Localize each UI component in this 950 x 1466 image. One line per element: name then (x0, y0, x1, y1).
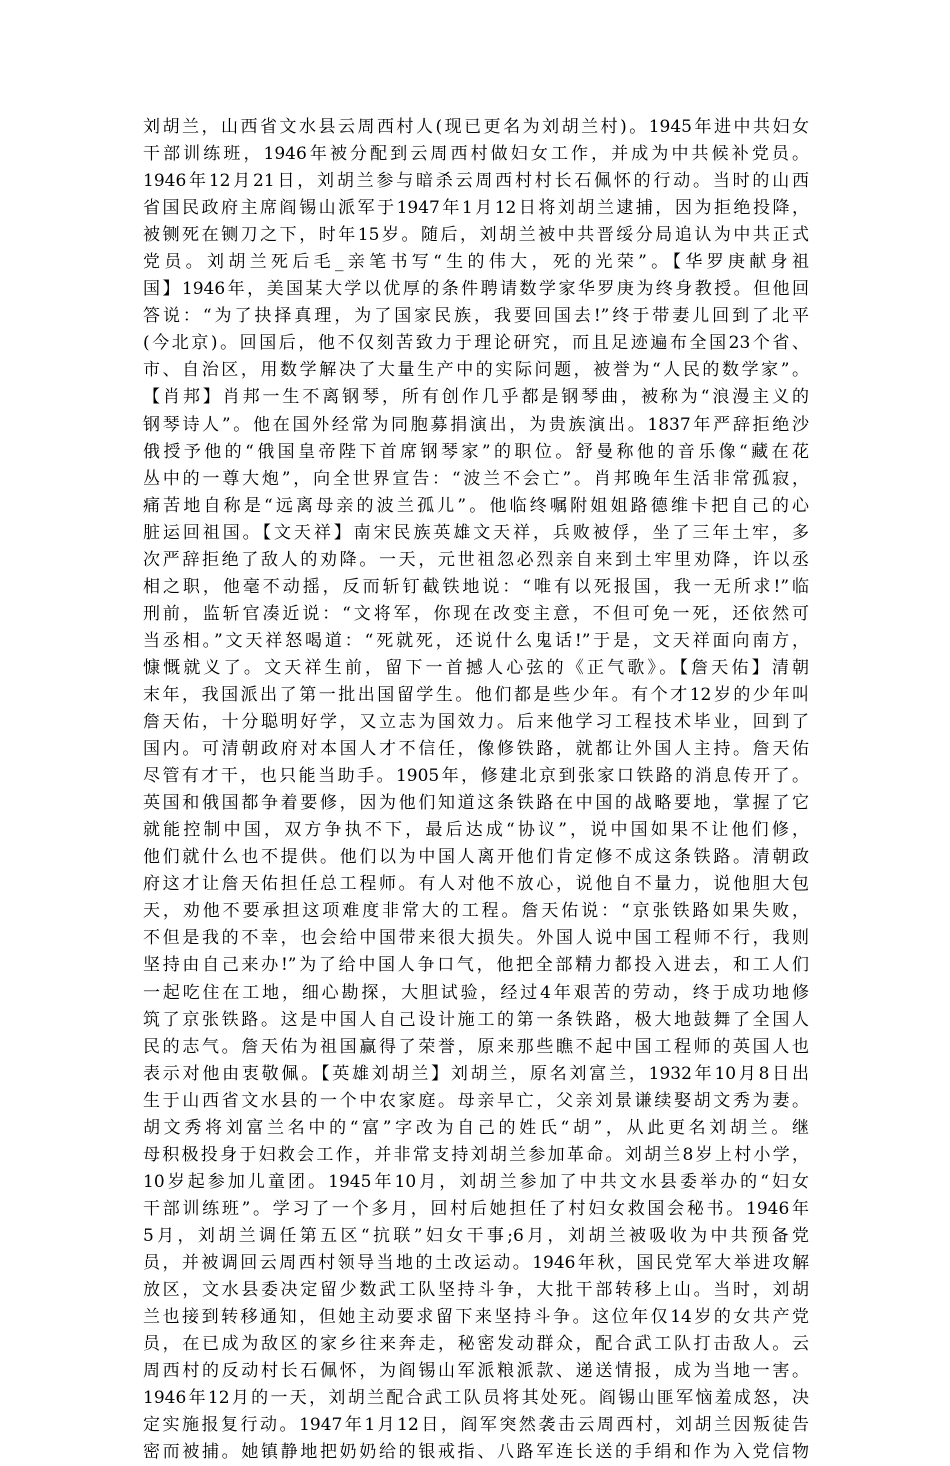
text-line: 密而被捕。她镇静地把奶奶给的银戒指、八路军连长送的手绢和作为入党信物 (143, 1442, 809, 1463)
text-line: 母积极投身于妇救会工作，并非常支持刘胡兰参加革命。刘胡兰8岁上村小学， (143, 1144, 809, 1165)
text-line: 民的志气。詹天佑为祖国赢得了荣誉，原来那些瞧不起中国工程师的英国人也 (143, 1036, 809, 1057)
text-line: 痛苦地自称是“远离母亲的波兰孤儿”。他临终嘱附姐姐路德维卡把自己的心 (143, 495, 809, 516)
text-line: 干部训练班，1946年被分配到云周西村做妇女工作，并成为中共候补党员。 (143, 144, 809, 165)
text-line: 筑了京张铁路。这是中国人自己设计施工的第一条铁路，极大地鼓舞了全国人 (143, 1009, 809, 1030)
text-line: 不但是我的不幸，也会给中国带来很大损失。外国人说中国工程师不行，我则 (143, 928, 809, 949)
text-line: 生于山西省文水县的一个中农家庭。母亲早亡，父亲刘景谦续娶胡文秀为妻。 (143, 1090, 809, 1111)
text-line: 末年，我国派出了第一批出国留学生。他们都是些少年。有个才12岁的少年叫 (143, 684, 809, 705)
text-line: 表示对他由衷敬佩。【英雄刘胡兰】刘胡兰，原名刘富兰，1932年10月8日出 (143, 1063, 809, 1084)
text-line: 俄授予他的“俄国皇帝陛下首席钢琴家”的职位。舒曼称他的音乐像“藏在花 (143, 441, 809, 462)
text-line: 当丞相。”文天祥怒喝道：“死就死，还说什么鬼话!”于是，文天祥面向南方， (143, 630, 809, 651)
text-line: 慷慨就义了。文天祥生前，留下一首撼人心弦的《正气歌》。【詹天佑】清朝 (143, 657, 809, 678)
text-line: 省国民政府主席阎锡山派军于1947年1月12日将刘胡兰逮捕，因为拒绝投降， (143, 198, 809, 219)
text-line: 放区，文水县委决定留少数武工队坚持斗争，大批干部转移上山。当时，刘胡 (143, 1280, 809, 1301)
text-line: 1946年12月的一天，刘胡兰配合武工队员将其处死。阎锡山匪军恼羞成怒，决 (143, 1388, 809, 1409)
text-line: 员，并被调回云周西村领导当地的土改运动。1946年秋，国民党军大举进攻解 (143, 1252, 809, 1273)
text-line: 党员。刘胡兰死后毛_亲笔书写“生的伟大，死的光荣”。【华罗庚献身祖 (143, 252, 809, 273)
text-line: 被铡死在铡刀之下，时年15岁。随后，刘胡兰被中共晋绥分局追认为中共正式 (143, 225, 809, 246)
text-line: (今北京)。回国后，他不仅刻苦致力于理论研究，而且足迹遍布全国23个省、 (143, 333, 809, 354)
text-line: 詹天佑，十分聪明好学，又立志为国效力。后来他学习工程技术毕业，回到了 (143, 712, 809, 733)
text-line: 他们就什么也不提供。他们以为中国人离开他们肯定修不成这条铁路。清朝政 (143, 847, 809, 868)
document-body (143, 114, 809, 1466)
text-line: 周西村的反动村长石佩怀，为阎锡山军派粮派款、递送情报，成为当地一害。 (143, 1361, 809, 1382)
text-line: 员，在已成为敌区的家乡往来奔走，秘密发动群众，配合武工队打击敌人。云 (143, 1334, 809, 1355)
text-line: 5月，刘胡兰调任第五区“抗联”妇女干事;6月，刘胡兰被吸收为中共预备党 (143, 1225, 809, 1246)
text-line: 答说：“为了抉择真理，为了国家民族，我要回国去!”终于带妻儿回到了北平 (143, 306, 809, 327)
text-line: 坚持由自己来办!”为了给中国人争口气，他把全部精力都投入进去，和工人们 (143, 955, 809, 976)
text-line: 10岁起参加儿童团。1945年10月，刘胡兰参加了中共文水县委举办的“妇女 (143, 1171, 809, 1192)
text-line: 脏运回祖国。【文天祥】南宋民族英雄文天祥，兵败被俘，坐了三年土牢，多 (143, 522, 809, 543)
text-line: 府这才让詹天佑担任总工程师。有人对他不放心，说他自不量力，说他胆大包 (143, 874, 809, 895)
text-line: 干部训练班”。学习了一个多月，回村后她担任了村妇女救国会秘书。1946年 (143, 1198, 809, 1219)
text-line: 刑前，监斩官凑近说：“文将军，你现在改变主意，不但可免一死，还依然可 (143, 603, 809, 624)
text-line: 定实施报复行动。1947年1月12日，阎军突然袭击云周西村，刘胡兰因叛徒告 (143, 1415, 809, 1436)
text-line: 1946年12月21日，刘胡兰参与暗杀云周西村村长石佩怀的行动。当时的山西 (143, 171, 809, 192)
text-line: 【肖邦】肖邦一生不离钢琴，所有创作几乎都是钢琴曲，被称为“浪漫主义的 (143, 387, 809, 408)
text-line: 国】1946年，美国某大学以优厚的条件聘请数学家华罗庚为终身教授。但他回 (143, 279, 809, 300)
text-line: 英国和俄国都争着要修，因为他们知道这条铁路在中国的战略要地，掌握了它 (143, 793, 809, 814)
text-line: 就能控制中国，双方争执不下，最后达成“协议”，说中国如果不让他们修， (143, 820, 809, 841)
text-line: 尽管有才干，也只能当助手。1905年，修建北京到张家口铁路的消息传开了。 (143, 766, 809, 787)
text-line: 国内。可清朝政府对本国人才不信任，像修铁路，就都让外国人主持。詹天佑 (143, 739, 809, 760)
text-line: 相之职，他毫不动摇，反而斩钉截铁地说：“唯有以死报国，我一无所求!”临 (143, 576, 809, 597)
text-line: 市、自治区，用数学解决了大量生产中的实际问题，被誉为“人民的数学家”。 (143, 360, 809, 381)
text-line: 钢琴诗人”。他在国外经常为同胞募捐演出，为贵族演出。1837年严辞拒绝沙 (143, 414, 809, 435)
text-line: 刘胡兰，山西省文水县云周西村人(现已更名为刘胡兰村)。1945年进中共妇女 (143, 117, 809, 137)
text-line: 丛中的一尊大炮”，向全世界宣告：“波兰不会亡”。肖邦晚年生活非常孤寂， (143, 468, 809, 489)
text-line: 胡文秀将刘富兰名中的“富”字改为自己的姓氏“胡”，从此更名刘胡兰。继 (143, 1117, 809, 1138)
text-line: 天，劝他不要承担这项难度非常大的工程。詹天佑说：“京张铁路如果失败， (143, 901, 809, 922)
text-line: 兰也接到转移通知，但她主动要求留下来坚持斗争。这位年仅14岁的女共产党 (143, 1307, 809, 1328)
text-line: 次严辞拒绝了敌人的劝降。一天，元世祖忽必烈亲自来到土牢里劝降，许以丞 (143, 549, 809, 570)
text-line: 一起吃住在工地，细心勘探，大胆试验，经过4年艰苦的劳动，终于成功地修 (143, 982, 809, 1003)
